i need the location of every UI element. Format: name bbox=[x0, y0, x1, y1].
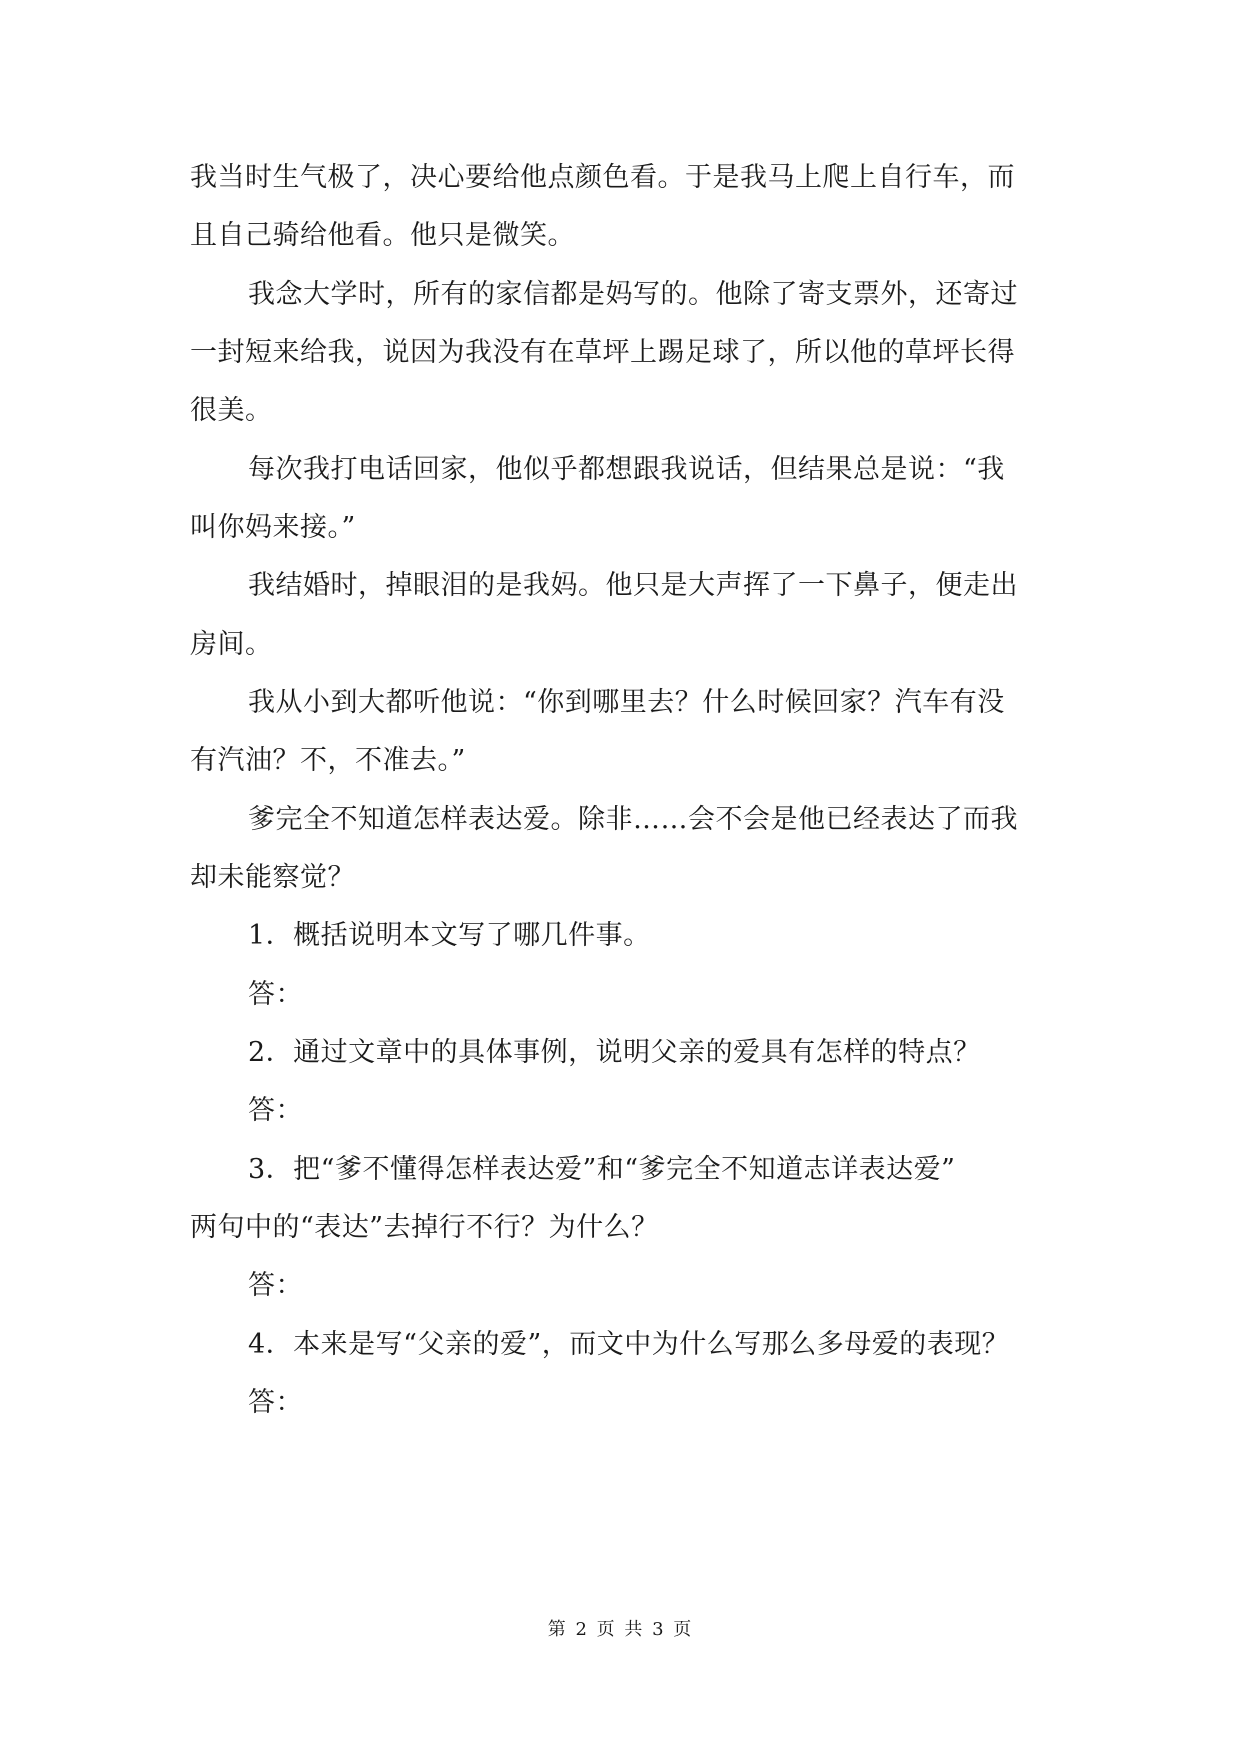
question-3-answer-label: 答： bbox=[248, 1270, 303, 1301]
paragraph-line: 每次我打电话回家，他似乎都想跟我说话，但结果总是说：“我 bbox=[248, 454, 1005, 485]
question-1-text: 1．概括说明本文写了哪几件事。 bbox=[248, 920, 651, 951]
paragraph-line: 有汽油？不，不准去。” bbox=[190, 745, 466, 776]
paragraph-line: 我从小到大都听他说：“你到哪里去？什么时候回家？汽车有没 bbox=[248, 687, 1005, 718]
paragraph-line: 我结婚时，掉眼泪的是我妈。他只是大声挥了一下鼻子，便走出 bbox=[248, 570, 1018, 601]
paragraph-line: 很美。 bbox=[190, 395, 273, 426]
question-3-text-continued: 两句中的“表达”去掉行不行？为什么？ bbox=[190, 1212, 659, 1243]
question-4-answer-label: 答： bbox=[248, 1387, 303, 1418]
paragraph-line: 我当时生气极了，决心要给他点颜色看。于是我马上爬上自行车，而 bbox=[190, 162, 1015, 193]
paragraph-line: 叫你妈来接。” bbox=[190, 512, 356, 543]
question-2-answer-label: 答： bbox=[248, 1095, 303, 1126]
question-4-text: 4．本来是写“父亲的爱”，而文中为什么写那么多母爱的表现？ bbox=[248, 1329, 1010, 1360]
question-1-answer-label: 答： bbox=[248, 979, 303, 1010]
paragraph-line: 爹完全不知道怎样表达爱。除非……会不会是他已经表达了而我 bbox=[248, 804, 1018, 835]
paragraph-line: 却未能察觉？ bbox=[190, 862, 355, 893]
paragraph-line: 一封短来给我，说因为我没有在草坪上踢足球了，所以他的草坪长得 bbox=[190, 337, 1015, 368]
paragraph-line: 且自己骑给他看。他只是微笑。 bbox=[190, 220, 575, 251]
page-number-footer: 第 2 页 共 3 页 bbox=[547, 1619, 694, 1640]
question-3-text: 3．把“爹不懂得怎样表达爱”和“爹完全不知道志详表达爱” bbox=[248, 1154, 956, 1185]
paragraph-line: 房间。 bbox=[190, 629, 273, 660]
question-2-text: 2．通过文章中的具体事例，说明父亲的爱具有怎样的特点？ bbox=[248, 1037, 981, 1068]
paragraph-line: 我念大学时，所有的家信都是妈写的。他除了寄支票外，还寄过 bbox=[248, 279, 1018, 310]
